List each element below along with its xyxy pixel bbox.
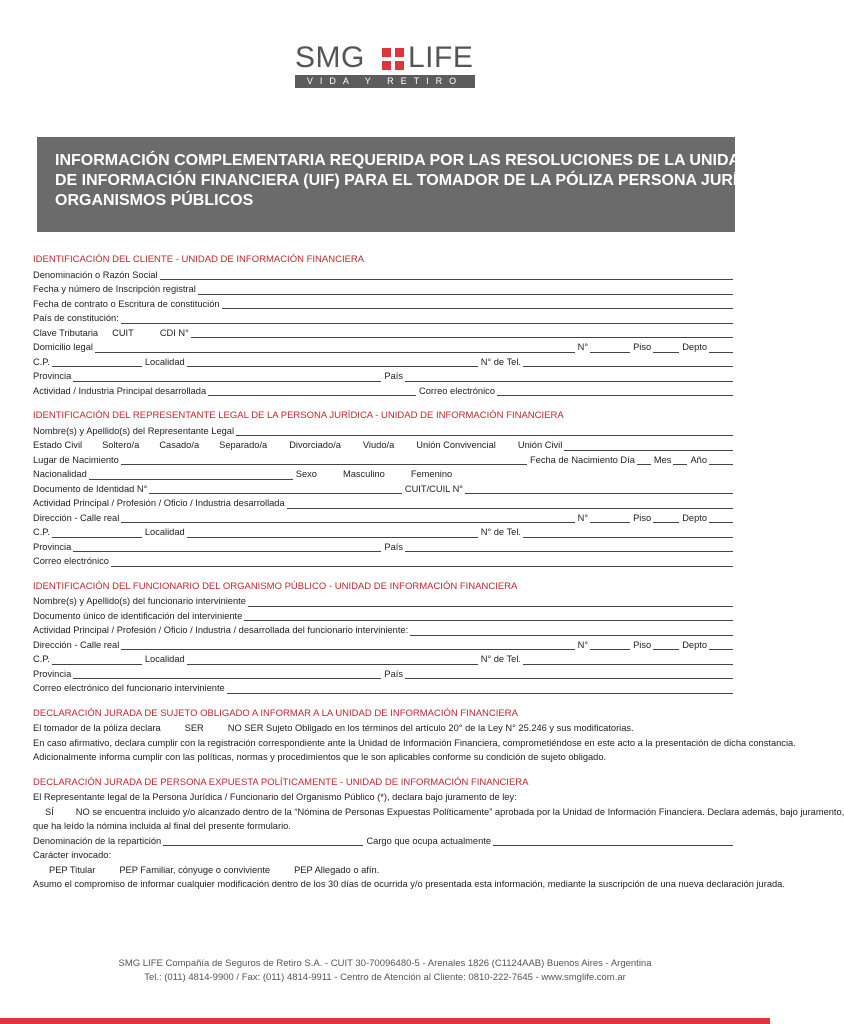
row-provincia — [33, 369, 736, 384]
field-reparticion[interactable] — [163, 835, 363, 846]
option-no-ser[interactable]: NO SER Sujeto Obligado en los términos del artículo 20° de la Ley N° 25.246 y sus modificatorias. — [227, 723, 634, 733]
field-numero[interactable] — [590, 342, 630, 353]
label-rep-actividad: Actividad Principal / Profesión / Oficio / Industria desarrollada — [33, 498, 285, 508]
label-rep-telefono: N° de Tel. — [480, 527, 521, 537]
field-fun-provincia[interactable] — [73, 668, 381, 679]
footer — [0, 957, 770, 985]
field-inscripcion[interactable] — [198, 284, 733, 295]
option-pep-allegado[interactable]: PEP Allegado o afín. — [294, 864, 380, 875]
field-telefono[interactable] — [523, 356, 733, 367]
field-fun-telefono[interactable] — [523, 654, 733, 665]
option-union-civil[interactable]: Unión Civil — [517, 440, 563, 450]
label-cp: C.P. — [33, 356, 50, 367]
option-pep-titular[interactable]: PEP Titular — [49, 864, 96, 875]
row-documento — [33, 482, 736, 497]
field-correo[interactable] — [497, 385, 733, 396]
section-official-title: IDENTIFICACIÓN DEL FUNCIONARIO DEL ORGANISMO PÚBLICO - UNIDAD DE INFORMACIÓN FINANCIERA — [33, 580, 518, 592]
label-clave-tributaria: Clave Tributaria — [33, 327, 99, 338]
label-denominacion: Denominación o Razón Social — [33, 269, 158, 280]
text-nomina-leida: que ha leído la nómina incluida al final del presente formulario. — [33, 821, 291, 831]
label-fun-correo: Correo electrónico del funcionario interviniente — [33, 683, 225, 693]
field-fun-depto[interactable] — [709, 639, 733, 650]
row-contrato — [33, 297, 736, 312]
option-pep-familiar[interactable]: PEP Familiar, cónyuge o conviviente — [119, 864, 271, 875]
section-client-title: IDENTIFICACIÓN DEL CLIENTE - UNIDAD DE INFORMACIÓN FINANCIERA — [33, 254, 365, 265]
row-pep-si-no — [33, 805, 844, 820]
row-sujeto-obligado — [33, 721, 736, 736]
row-fun-provincia — [33, 667, 736, 682]
label-contrato: Fecha de contrato o Escritura de constitución — [33, 298, 220, 309]
label-rep-numero: N° — [577, 512, 589, 523]
label-localidad: Localidad — [144, 356, 185, 367]
option-no-text[interactable]: NO se encuentra incluido y/o alcanzado dentro de la “Nómina de Personas Expuestas Políticamente” aprobada por la Unidad de Información Financiera. Declara además, bajo juramento, — [75, 806, 844, 817]
label-pais: País — [384, 371, 403, 381]
row-domicilio — [33, 340, 736, 355]
row-fun-nombre — [33, 594, 736, 609]
label-lugar-nacimiento: Lugar de Nacimiento — [33, 454, 119, 465]
field-fun-direccion[interactable] — [121, 639, 574, 650]
label-fun-cp: C.P. — [33, 654, 50, 664]
label-reparticion: Denominación de la repartición — [33, 835, 162, 846]
field-fun-documento[interactable] — [244, 610, 733, 621]
row-rep-correo — [33, 554, 736, 569]
option-viudo[interactable]: Viudo/a — [362, 440, 395, 450]
field-mes[interactable] — [673, 454, 687, 465]
label-rep-correo: Correo electrónico — [33, 556, 109, 566]
field-rep-cp[interactable] — [52, 527, 142, 538]
label-numero: N° — [577, 342, 589, 352]
label-rep-cp: C.P. — [33, 527, 50, 537]
label-tomador-declara: El tomador de la póliza declara — [33, 723, 161, 733]
field-fun-nombre[interactable] — [248, 596, 733, 607]
text-afirmativo: En caso afirmativo, declara cumplir con la registración correspondiente ante la Unidad de Información Financiera, comprometiéndose en este acto a la presentación de dicha constancia. — [33, 737, 796, 748]
row-nacionalidad — [33, 467, 736, 482]
field-rep-provincia[interactable] — [73, 541, 381, 552]
label-domicilio: Domicilio legal — [33, 342, 93, 352]
row-rep-nombre — [33, 424, 736, 439]
field-fun-correo[interactable] — [227, 683, 733, 694]
option-femenino[interactable]: Femenino — [410, 469, 453, 479]
field-clave-tributaria[interactable] — [191, 327, 733, 338]
label-actividad: Actividad / Industria Principal desarrollada — [33, 385, 207, 396]
field-fun-numero[interactable] — [590, 639, 630, 650]
label-fun-actividad: Actividad Principal / Profesión / Oficio / Industria / desarrollada del funcionario interviniente: — [33, 625, 409, 635]
section-obligated-title: DECLARACIÓN JURADA DE SUJETO OBLIGADO A INFORMAR A LA UNIDAD DE INFORMACIÓN FINANCIERA — [33, 707, 518, 719]
label-estado-civil: Estado Civil — [33, 440, 83, 450]
field-provincia[interactable] — [73, 371, 381, 382]
field-actividad[interactable] — [208, 385, 416, 396]
field-cp[interactable] — [52, 356, 142, 367]
field-fun-pais[interactable] — [405, 668, 733, 679]
field-rep-localidad[interactable] — [187, 527, 478, 538]
label-fun-pais: País — [384, 668, 403, 679]
label-rep-localidad: Localidad — [144, 527, 185, 537]
row-denominacion — [33, 268, 736, 283]
label-pais-constitucion: País de constitución: — [33, 313, 119, 323]
label-telefono: N° de Tel. — [480, 356, 521, 367]
logo-word-left: SMG — [295, 41, 365, 74]
field-piso[interactable] — [653, 342, 679, 353]
label-fun-numero: N° — [577, 639, 589, 650]
field-estado-civil[interactable] — [564, 440, 733, 451]
label-fun-nombre: Nombre(s) y Apellido(s) del funcionario interviniente — [33, 596, 246, 606]
row-rep-cp — [33, 525, 736, 540]
footer-contact-info: Tel.: (011) 4814-9900 / Fax: (011) 4814-9911 - Centro de Atención al Cliente: 0810-222-7645 - www.smglife.com.ar — [144, 972, 626, 983]
field-lugar-nacimiento[interactable] — [121, 454, 527, 465]
label-fun-depto: Depto — [682, 639, 707, 650]
label-depto: Depto — [682, 342, 707, 352]
option-cdi[interactable]: CDI N° — [159, 327, 189, 338]
field-fun-localidad[interactable] — [187, 654, 478, 665]
label-piso: Piso — [633, 342, 652, 352]
label-fun-localidad: Localidad — [144, 654, 185, 664]
label-fecha-nacimiento: Fecha de Nacimiento Día — [529, 454, 635, 465]
row-clave-tributaria — [33, 326, 736, 341]
label-rep-provincia: Provincia — [33, 541, 72, 552]
field-fun-cp[interactable] — [52, 654, 142, 665]
row-actividad — [33, 384, 736, 399]
label-rep-direccion: Dirección - Calle real — [33, 512, 120, 523]
label-nacionalidad: Nacionalidad — [33, 469, 87, 479]
row-rep-direccion — [33, 511, 736, 526]
company-logo — [295, 42, 475, 92]
label-mes: Mes — [653, 454, 672, 465]
text-pep-declara: El Representante legal de la Persona Jurídica / Funcionario del Organismo Público (*), declara bajo juramento de ley: — [33, 792, 517, 802]
section-pep-title: DECLARACIÓN JURADA DE PERSONA EXPUESTA POLÍTICAMENTE - UNIDAD DE INFORMACIÓN FINANCIERA — [33, 776, 529, 788]
field-rep-actividad[interactable] — [287, 498, 733, 509]
form-title-banner — [37, 137, 786, 232]
label-rep-depto: Depto — [682, 512, 707, 523]
footer-company-info: SMG LIFE Compañía de Seguros de Retiro S.A. - CUIT 30-70096480-5 - Arenales 1826 (C1124AAB) Buenos Aires - Argentina — [118, 958, 652, 969]
field-depto[interactable] — [709, 342, 733, 353]
label-rep-piso: Piso — [633, 512, 652, 523]
row-cp — [33, 355, 736, 370]
option-ser[interactable]: SER — [184, 723, 204, 733]
row-fun-documento — [33, 609, 736, 624]
option-si[interactable]: SÍ — [45, 806, 54, 817]
field-rep-numero[interactable] — [590, 512, 630, 523]
field-denominacion[interactable] — [160, 269, 733, 280]
logo-word-right: LIFE — [408, 41, 474, 74]
label-anio: Año — [690, 454, 707, 465]
row-inscripcion — [33, 282, 736, 297]
field-rep-piso[interactable] — [653, 512, 679, 523]
field-fun-piso[interactable] — [653, 639, 679, 650]
field-domicilio[interactable] — [95, 342, 575, 353]
form-title-line-2: DE INFORMACIÓN FINANCIERA (UIF) PARA EL TOMADOR DE LA PÓLIZA PERSONA JURÍDICA - — [55, 172, 786, 189]
form-body — [33, 253, 844, 892]
logo-cross-icon — [382, 48, 404, 70]
form-title-line-3: ORGANISMOS PÚBLICOS — [55, 192, 254, 209]
field-pais[interactable] — [405, 371, 733, 382]
label-rep-pais: País — [384, 541, 403, 552]
bottom-accent-bar — [0, 1018, 770, 1024]
option-divorciado[interactable]: Divorciado/a — [289, 440, 341, 450]
field-cargo[interactable] — [493, 835, 733, 846]
label-documento: Documento de Identidad N° — [33, 483, 148, 494]
field-documento[interactable] — [149, 483, 402, 494]
field-fun-actividad[interactable] — [410, 625, 733, 636]
form-title-line-1: INFORMACIÓN COMPLEMENTARIA REQUERIDA POR LAS RESOLUCIONES DE LA UNIDAD — [55, 152, 752, 169]
row-pais-constitucion — [33, 311, 736, 326]
row-rep-actividad — [33, 496, 736, 511]
section-representative-title: IDENTIFICACIÓN DEL REPRESENTANTE LEGAL DE LA PERSONA JURÍDICA - UNIDAD DE INFORMACIÓN FINANCIERA — [33, 410, 564, 421]
field-localidad[interactable] — [187, 356, 478, 367]
row-lugar-nacimiento — [33, 453, 736, 468]
field-anio[interactable] — [709, 454, 733, 465]
field-rep-correo[interactable] — [111, 556, 733, 567]
label-fun-documento: Documento único de identificación del interviniente — [33, 610, 243, 621]
logo-tagline: VIDA Y RETIRO — [295, 75, 475, 88]
field-rep-nombre[interactable] — [236, 425, 733, 436]
row-fun-actividad — [33, 623, 736, 638]
field-rep-pais[interactable] — [405, 541, 733, 552]
field-contrato[interactable] — [222, 298, 733, 309]
option-soltero[interactable]: Soltero/a — [102, 440, 140, 450]
label-cargo: Cargo que ocupa actualmente — [366, 835, 491, 846]
option-casado[interactable]: Casado/a — [159, 440, 200, 450]
label-inscripcion: Fecha y número de Inscripción registral — [33, 284, 196, 294]
field-pais-constitucion[interactable] — [121, 313, 733, 324]
option-union-convivencial[interactable]: Unión Convivencial — [416, 440, 496, 450]
label-correo: Correo electrónico — [419, 385, 495, 396]
text-adicionalmente: Adicionalmente informa cumplir con las políticas, normas y procedimientos que le son aplicables conforme su condición de sujeto obligado. — [33, 752, 607, 762]
label-fun-piso: Piso — [633, 639, 652, 650]
row-rep-provincia — [33, 540, 736, 555]
row-fun-correo — [33, 681, 736, 696]
label-fun-direccion: Dirección - Calle real — [33, 639, 120, 650]
row-fun-direccion — [33, 638, 736, 653]
field-rep-depto[interactable] — [709, 512, 733, 523]
label-cuil: CUIT/CUIL N° — [404, 483, 463, 494]
row-pep-tipo — [33, 863, 736, 878]
option-separado[interactable]: Separado/a — [219, 440, 268, 450]
label-caracter: Carácter invocado: — [33, 850, 112, 860]
text-compromiso: Asumo el compromiso de informar cualquier modificación dentro de los 30 días de ocurrida y/o presentada esta información, mediante la suscripción de una nueva declaración jurada. — [33, 879, 785, 889]
label-rep-nombre: Nombre(s) y Apellido(s) del Representante Legal — [33, 425, 235, 436]
field-rep-direccion[interactable] — [121, 512, 574, 523]
field-dia[interactable] — [637, 454, 651, 465]
option-cuit[interactable]: CUIT — [112, 327, 134, 338]
row-fun-cp — [33, 652, 736, 667]
label-sexo: Sexo — [295, 469, 317, 479]
label-fun-telefono: N° de Tel. — [480, 654, 521, 664]
field-rep-telefono[interactable] — [523, 527, 733, 538]
label-fun-provincia: Provincia — [33, 668, 72, 679]
label-provincia: Provincia — [33, 371, 72, 381]
row-reparticion — [33, 834, 736, 849]
field-cuil[interactable] — [465, 483, 733, 494]
field-nacionalidad[interactable] — [89, 469, 293, 480]
option-masculino[interactable]: Masculino — [342, 469, 385, 479]
row-estado-civil — [33, 438, 736, 453]
